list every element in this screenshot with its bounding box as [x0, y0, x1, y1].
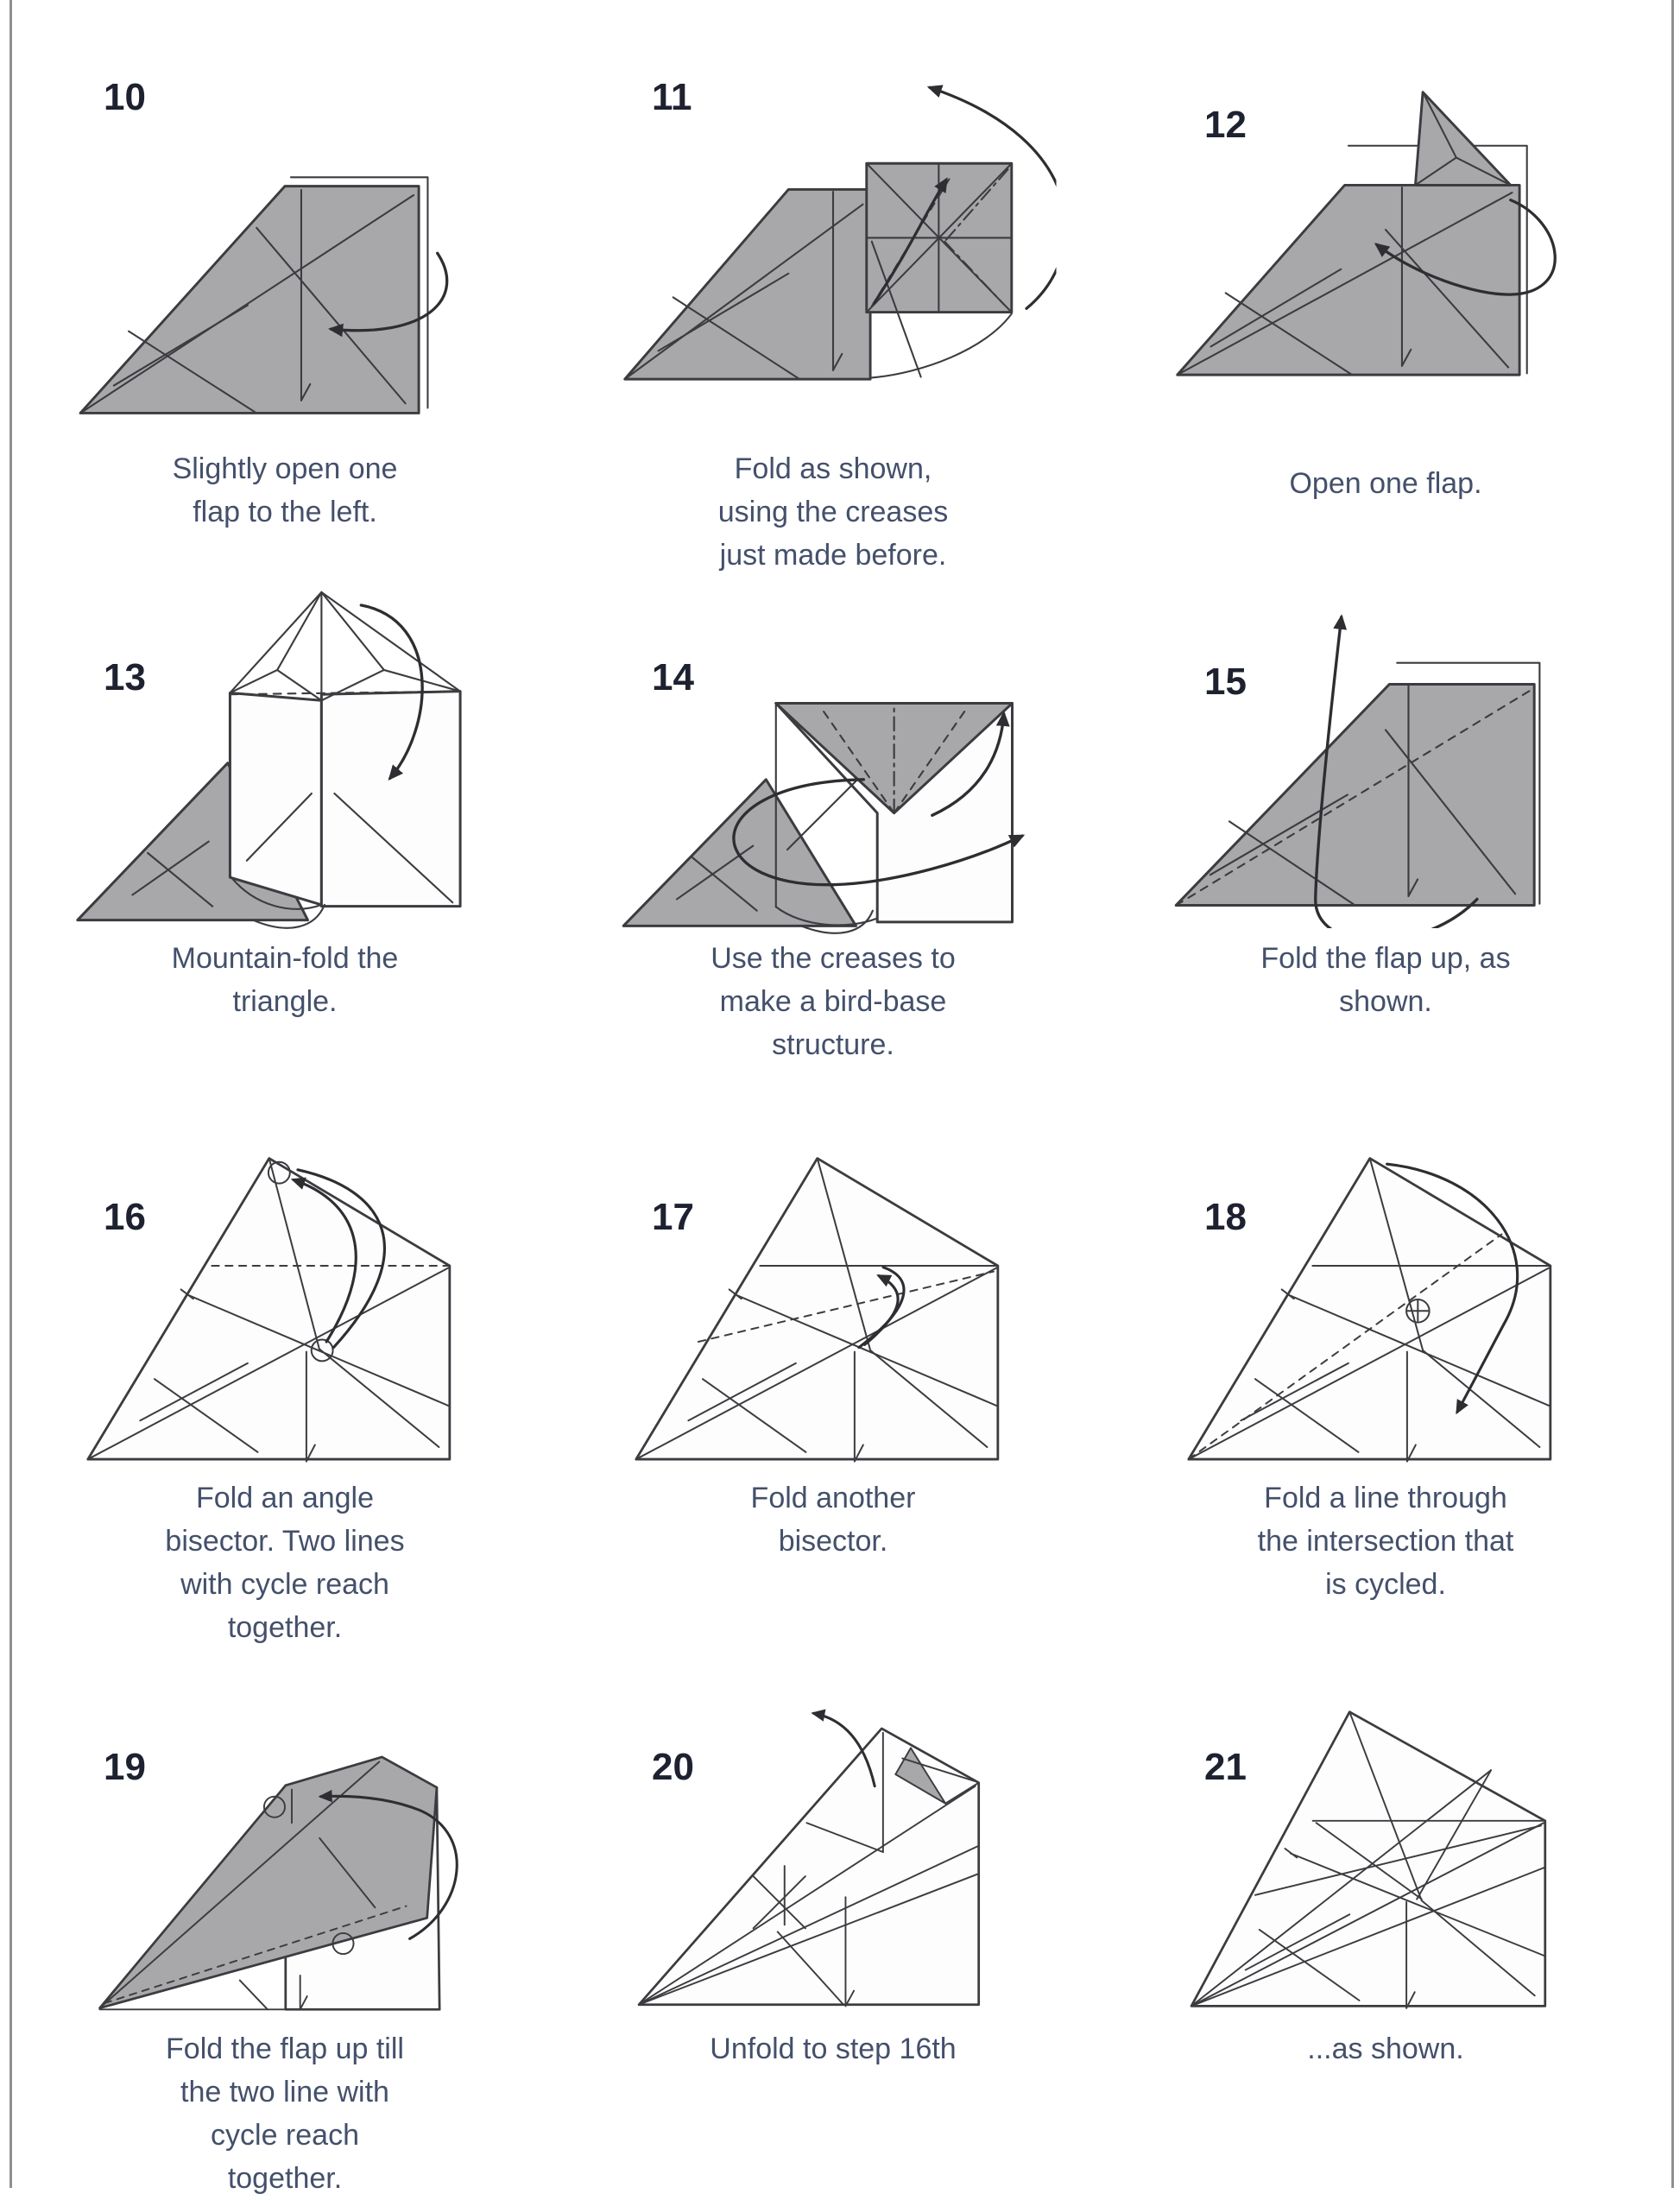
step-caption: Fold a line through the intersection that is cycled. [1257, 1482, 1514, 1601]
paper-left-face [230, 692, 321, 904]
step-cell-20 [565, 1684, 1101, 2188]
step-20-diagram [625, 1692, 1041, 2019]
step-number: 18 [1204, 1196, 1247, 1238]
step-number: 13 [104, 656, 146, 699]
step-cell-19 [17, 1684, 553, 2195]
step-17-diagram [618, 1135, 1048, 1472]
paper-shape [639, 1729, 979, 2005]
step-caption: Open one flap. [1289, 467, 1482, 500]
step-number: 15 [1204, 661, 1247, 703]
step-caption: Fold another bisector. [750, 1482, 916, 1558]
step-number: 16 [104, 1196, 146, 1238]
step-number: 17 [652, 1196, 694, 1238]
step-caption: ...as shown. [1307, 2032, 1464, 2065]
step-13-diagram [56, 578, 514, 937]
step-cell-16 [17, 1114, 553, 1684]
step-number: 19 [104, 1746, 146, 1788]
page-border-left [9, 0, 12, 2188]
step-10-diagram [62, 82, 508, 432]
step-21-diagram [1178, 1692, 1594, 2019]
step-caption: Fold an angle bisector. Two lines with cycle reach together. [165, 1482, 405, 1644]
paper-right-face [321, 692, 460, 907]
step-cell-11 [565, 0, 1101, 570]
step-cell-17 [565, 1114, 1101, 1684]
step-caption: Mountain-fold the triangle. [171, 942, 399, 1018]
step-number: 14 [652, 656, 694, 699]
step-number: 21 [1204, 1746, 1247, 1788]
step-cell-10 [17, 0, 553, 570]
step-caption: Slightly open one flap to the left. [172, 452, 398, 528]
step-caption: Unfold to step 16th [710, 2032, 957, 2065]
step-16-diagram [70, 1135, 500, 1472]
page-border-right [1671, 0, 1674, 2188]
step-15-diagram [1157, 570, 1614, 928]
paper-curl [872, 313, 1012, 377]
paper-shape [1189, 1159, 1551, 1460]
step-number: 12 [1204, 104, 1247, 146]
step-12-diagram [1163, 47, 1609, 397]
step-caption: Fold as shown, using the creases just made before. [717, 452, 949, 572]
step-19-diagram [77, 1699, 493, 2026]
step-cell-15 [1118, 570, 1653, 1114]
step-18-diagram [1171, 1135, 1601, 1472]
paper-shape [1191, 1712, 1545, 2007]
paper-shape [623, 780, 856, 926]
step-caption: Fold the flap up till the two line with cycle reach together. [166, 2032, 404, 2195]
step-caption: Use the creases to make a bird-base structure. [711, 942, 956, 1061]
step-cell-21 [1118, 1684, 1653, 2188]
paper-shape [636, 1159, 998, 1460]
step-number: 20 [652, 1746, 694, 1788]
step-14-diagram [604, 583, 1062, 941]
step-number: 11 [652, 76, 692, 118]
step-cell-13 [17, 570, 553, 1114]
cycled-intersection-mark [1406, 1299, 1430, 1323]
paper-shape [88, 1159, 450, 1460]
step-cell-14 [565, 570, 1101, 1114]
step-11-diagram [610, 52, 1057, 401]
step-number: 10 [104, 76, 146, 118]
step-caption: Fold the flap up, as shown. [1260, 942, 1511, 1018]
step-cell-12 [1118, 0, 1653, 570]
step-cell-18 [1118, 1114, 1653, 1684]
